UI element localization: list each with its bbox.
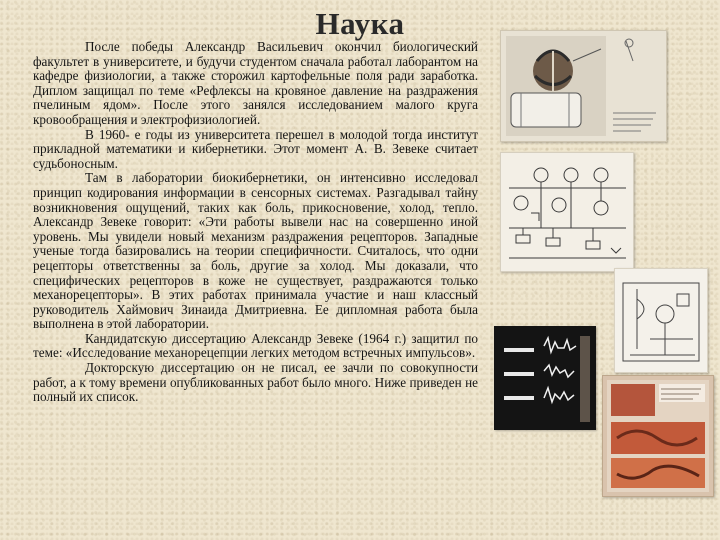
bee-apparatus-photo bbox=[500, 30, 667, 142]
paragraph: После победы Александр Васильевич окончил биологический факультет в университете, и будучи студентом сначала работал лаборантом на кафедре физиологии, а также сторожил картофельные поля ради заработка. Диплом защищал по теме «Рефлексы на кровяное давление на раздражения пчелиным ядом». После этого занялся исследованием малого круга кровообращения и электрофизиологией. bbox=[33, 39, 478, 127]
paragraph: Докторскую диссертацию он не писал, ее зачли по совокупности работ, а к тому времени опубликованных работ было много. Ниже приведен не полный их список. bbox=[33, 360, 478, 405]
body-text bbox=[33, 40, 478, 405]
circuit-diagram-photo bbox=[500, 152, 634, 272]
page-title: Наука bbox=[315, 6, 405, 41]
schematic-drawing-photo bbox=[614, 268, 708, 373]
paragraph: Кандидатскую диссертацию Александр Зевеке (1964 г.) защитил по теме: «Исследование механорецепции легких методом встречных импульсов». bbox=[33, 330, 478, 361]
paragraph: В 1960- е годы из университета перешел в молодой тогда институт прикладной математики и кибернетики. Этот момент А. В. Зевеке считает судьбоносным. bbox=[33, 126, 478, 171]
paragraph: Там в лаборатории биокибернетики, он интенсивно исследовал принцип кодирования информации в сенсорных системах. Разгадывал тайну возникновения ощущений, таких как боль, прикосновение, холод, тепло. Александр Зевеке говорит: «Эти работы вывели нас на совершенно иной уровень. Мы увидели новый механизм раздражения рецепторов. Западные ученые тогда базировались на теории специфичности. Считалось, что одни рецепторы ответственны за боль, другие за холод. Мы доказали, что специфических рецепторов в коже не существует, раздражаются только механорецепторы». В этих работах принимала участие и наш классный руководитель Хаймович Зинаида Дмитриевна. Ее дипломная работа была выполнена в этой лаборатории. bbox=[33, 170, 478, 332]
microscope-slides-photo bbox=[602, 375, 714, 497]
oscillogram-photo bbox=[494, 326, 596, 430]
